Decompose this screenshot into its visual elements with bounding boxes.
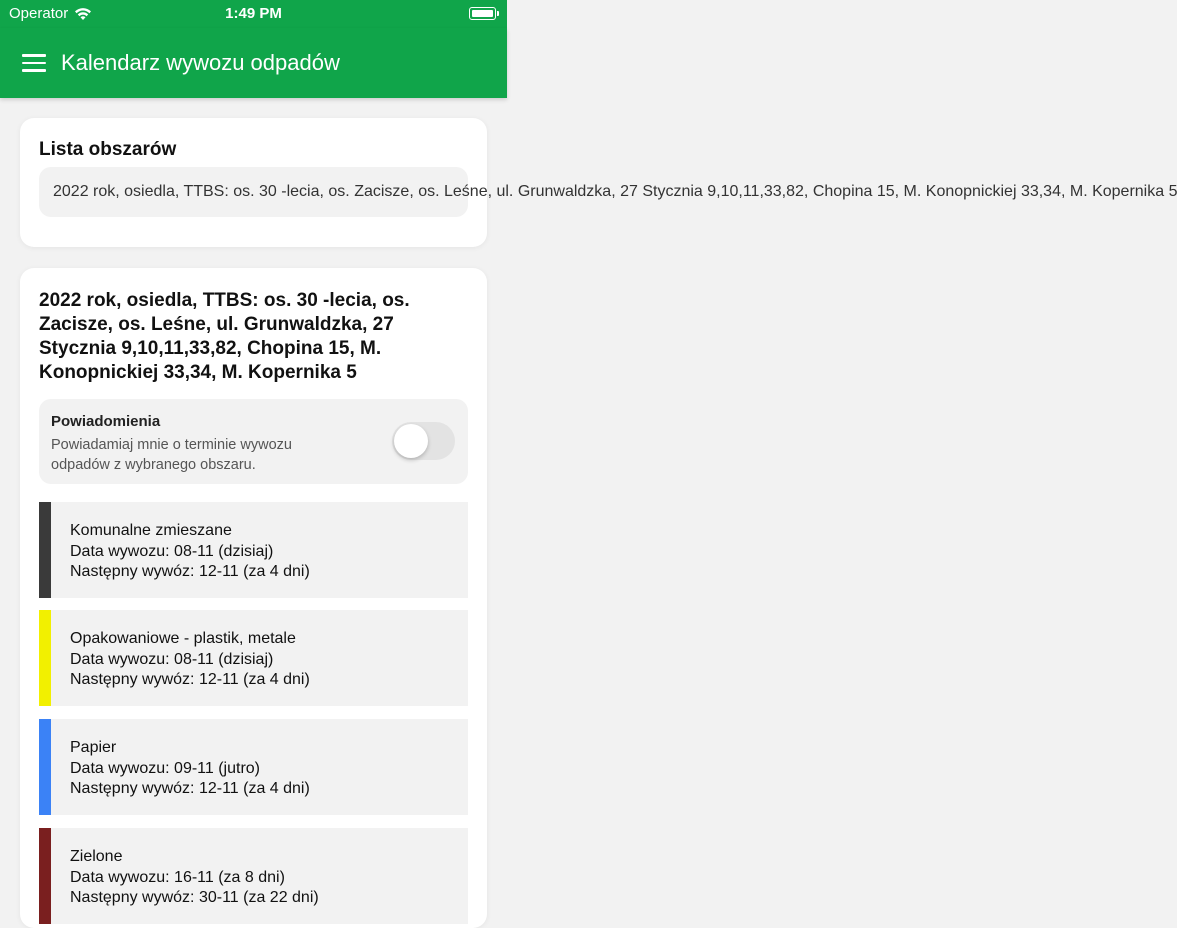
area-detail-card [20, 268, 487, 928]
toggle-knob [394, 424, 428, 458]
clock: 1:49 PM [225, 5, 282, 22]
waste-pickup-date: Data wywozu: 16-11 (za 8 dni) [70, 868, 285, 886]
notifications-description: Powiadamiaj mnie o terminie wywozu odpadów z wybranego obszaru. [51, 437, 292, 473]
app-bar [0, 28, 507, 98]
notifications-toggle[interactable] [392, 422, 455, 460]
area-select[interactable]: 2022 rok, osiedla, TTBS: os. 30 -lecia, os. Zacisze, os. Leśne, ul. Grunwaldzka, 27 Stycznia 9,10,11,33,82, Chopina 15, M. Konopnickiej 33,34, M. Kopernika 5 [39, 167, 468, 217]
waste-item-text [70, 521, 310, 583]
carrier-name: Operator [9, 5, 69, 22]
waste-next-pickup: Następny wywóz: 12-11 (za 4 dni) [70, 780, 310, 797]
area-title: 2022 rok, osiedla, TTBS: os. 30 -lecia, os. Zacisze, os. Leśne, ul. Grunwaldzka, 27 Stycznia 9,10,11,33,82, Chopina 15, M. Konopnickiej 33,34, M. Kopernika 5 [39, 290, 410, 383]
status-bar [0, 0, 507, 28]
waste-color-bar [39, 610, 51, 706]
waste-item-opakowaniowe [39, 610, 468, 706]
waste-name: Komunalne zmieszane [70, 522, 232, 539]
notifications-title: Powiadomienia [51, 413, 161, 430]
waste-next-pickup: Następny wywóz: 30-11 (za 22 dni) [70, 889, 319, 906]
waste-color-bar [39, 502, 51, 598]
waste-name: Opakowaniowe - plastik, metale [70, 630, 296, 647]
waste-color-bar [39, 828, 51, 924]
app-title: Kalendarz wywozu odpadów [61, 50, 340, 75]
waste-item-komunalne [39, 502, 468, 598]
waste-pickup-date: Data wywozu: 08-11 (dzisiaj) [70, 650, 274, 668]
waste-item-papier [39, 719, 468, 815]
waste-item-text [70, 738, 310, 800]
areas-card [20, 118, 1177, 247]
battery-icon [469, 7, 496, 20]
waste-pickup-date: Data wywozu: 08-11 (dzisiaj) [70, 542, 274, 560]
waste-item-text [70, 629, 310, 691]
waste-name: Zielone [70, 848, 123, 865]
waste-item-zielone [39, 828, 468, 924]
areas-heading: Lista obszarów [39, 139, 177, 160]
notifications-panel [39, 399, 468, 484]
waste-name: Papier [70, 739, 117, 756]
waste-color-bar [39, 719, 51, 815]
waste-next-pickup: Następny wywóz: 12-11 (za 4 dni) [70, 671, 310, 688]
waste-next-pickup: Następny wywóz: 12-11 (za 4 dni) [70, 563, 310, 580]
waste-item-text [70, 847, 319, 909]
hamburger-menu-icon[interactable] [22, 54, 46, 72]
waste-pickup-date: Data wywozu: 09-11 (jutro) [70, 759, 260, 777]
